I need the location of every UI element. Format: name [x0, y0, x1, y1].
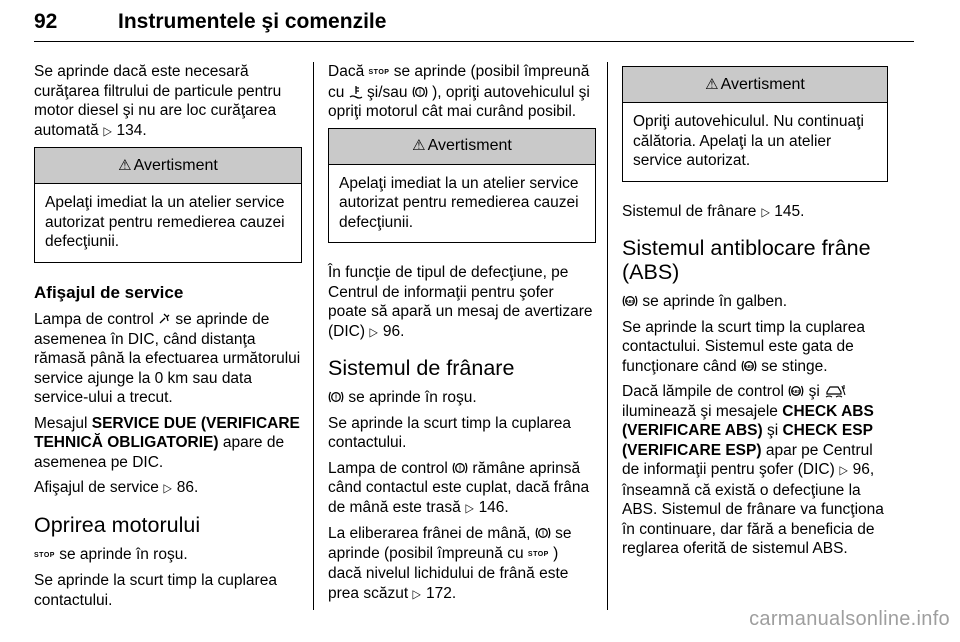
page-header — [34, 0, 914, 50]
page-title: Instrumentele şi comenzile — [118, 10, 387, 33]
section-heading-engine-stop: Oprirea motorului — [34, 512, 201, 537]
column-divider-1 — [313, 62, 314, 610]
warning-header — [623, 67, 887, 103]
warning-title: Avertisment — [720, 75, 805, 93]
warning-body: Apelaţi imediat la un atelier service autorizat pentru remedierea cauzei defecţiunii. — [339, 174, 579, 231]
header-rule — [34, 41, 914, 42]
reference-arrow-icon: ▷ — [369, 324, 379, 339]
abs-icon — [741, 358, 757, 374]
stop-icon: STOP — [368, 69, 390, 76]
reference-arrow-icon: ▷ — [839, 463, 848, 477]
paragraph-brake-ignition: Se aprinde la scurt timp la cuplarea contactului. — [328, 414, 571, 451]
stop-icon: STOP — [34, 551, 55, 559]
warning-title: Avertisment — [427, 137, 512, 155]
paragraph-abs-ignition: Se aprinde la scurt timp la cuplarea contactului. Sistemul este gata de funcţionare când ABS se stinge. — [622, 318, 865, 375]
svg-text:!: ! — [418, 89, 421, 97]
paragraph-stop-lamp: STOP se aprinde în roşu. — [34, 545, 188, 563]
abs-icon — [622, 293, 638, 309]
paragraph-dic-message: În funcţie de tipul de defecţiune, pe Centrul de informaţii pentru şofer poate să apară un mesaj de avertizare (DIC) ▷ 96. — [328, 263, 596, 342]
warning-box — [328, 128, 596, 244]
warning-title: Avertisment — [133, 156, 218, 174]
paragraph-brake-lamp: ! se aprinde în roşu. — [328, 388, 596, 408]
reference-arrow-icon: ▷ — [103, 123, 112, 138]
svg-text:ABS: ABS — [744, 363, 754, 369]
warning-triangle-icon: ⚠ — [705, 75, 719, 93]
column-2 — [328, 62, 596, 610]
svg-text:!: ! — [541, 530, 544, 538]
reference-arrow-icon: ▷ — [465, 500, 474, 515]
reference-arrow-icon: ▷ — [163, 481, 173, 495]
reference-arrow-icon: ▷ — [761, 204, 770, 219]
warning-box — [34, 147, 302, 263]
section-heading-abs: Sistemul antiblocare frâne (ABS) — [622, 236, 871, 284]
paragraph-brake-handbrake: Lampa de control ! rămâne aprinsă când contactul este cuplat, dacă frâna de mână este trasă ▷ 146. — [328, 459, 596, 519]
brake-system-icon — [535, 525, 551, 541]
column-1 — [34, 62, 302, 616]
section-heading-brake-system: Sistemul de frânare — [328, 356, 515, 380]
warning-body: Apelaţi imediat la un atelier service autorizat pentru remedierea cauzei defecţiunii. — [45, 194, 285, 250]
esp-skid-icon — [824, 383, 846, 399]
wrench-icon — [158, 311, 171, 327]
warning-box — [622, 66, 888, 182]
reference-arrow-icon: ▷ — [412, 586, 422, 601]
watermark: carmanualsonline.info — [749, 608, 950, 630]
paragraph-dpf: Se aprinde dacă este necesară curăţarea filtrului de particule pentru motor diesel şi nu are loc curăţarea automată ▷ 134. — [34, 62, 302, 141]
warning-header — [35, 148, 301, 184]
column-divider-2 — [607, 62, 608, 610]
warning-triangle-icon: ⚠ — [118, 156, 132, 174]
brake-system-icon — [412, 84, 428, 100]
brake-system-icon — [328, 389, 344, 405]
paragraph-stop-ignition: Se aprinde la scurt timp la cuplarea contactului. — [34, 572, 277, 609]
svg-text:!: ! — [334, 394, 338, 402]
paragraph-brake-fluid: La eliberarea frânei de mână, ! se aprinde (posibil împreună cu STOP ) dacă nivelul lichidului de frână este prea scăzut ▷ 172. — [328, 524, 596, 604]
warning-triangle-icon: ⚠ — [412, 137, 426, 155]
svg-text:ABS: ABS — [791, 389, 801, 394]
coolant-temperature-icon — [349, 84, 363, 100]
paragraph-brake-ref: Sistemul de frânare ▷ 145. — [622, 202, 888, 223]
paragraph-service-display: Afişajul de service ▷ 86. — [34, 478, 302, 499]
stop-icon: STOP — [527, 550, 549, 558]
brake-system-icon — [452, 460, 468, 476]
paragraph-service-lamp: Lampa de control se aprinde de asemenea în DIC, când distanţa rămasă până la efectuarea următorului service ajunge la 0 km sau data service-ului a trecut. — [34, 311, 301, 406]
abs-icon — [788, 383, 804, 399]
page-number: 92 — [34, 10, 58, 33]
paragraph-stop-action: Dacă STOP se aprinde (posibil împreună cu şi/sau ! ), opriţi autovehiculul şi opriţi motorul cât mai curând posibil. — [328, 63, 590, 120]
paragraph-service-message: Mesajul SERVICE DUE (VERIFICARE TEHNICĂ OBLIGATORIE) apare de asemenea pe DIC. — [34, 414, 300, 471]
column-3 — [622, 62, 888, 565]
warning-header — [329, 129, 595, 165]
svg-text:!: ! — [458, 465, 462, 473]
warning-body: Opriţi autovehiculul. Nu continuaţi călătoria. Apelaţi la un atelier service autorizat. — [633, 113, 864, 169]
section-heading-service: Afişajul de service — [34, 282, 184, 302]
paragraph-abs-fault: Dacă lămpile de control ABS şi iluminează şi mesajele CHECK ABS (VERIFICARE ABS) şi CHECK ESP (VERIFICARE ESP) apar pe Centrul de informaţii pentru şofer (DIC) ▷ 96, înseamnă că există o defecţiune la ABS. Sistemul de frânare va funcţiona în continuare, dar fără a beneficia de reglarea oferită de sistemul ABS. — [622, 383, 884, 557]
paragraph-abs-lamp: ABS se aprinde în galben. — [622, 292, 888, 312]
svg-text:ABS: ABS — [625, 299, 635, 304]
